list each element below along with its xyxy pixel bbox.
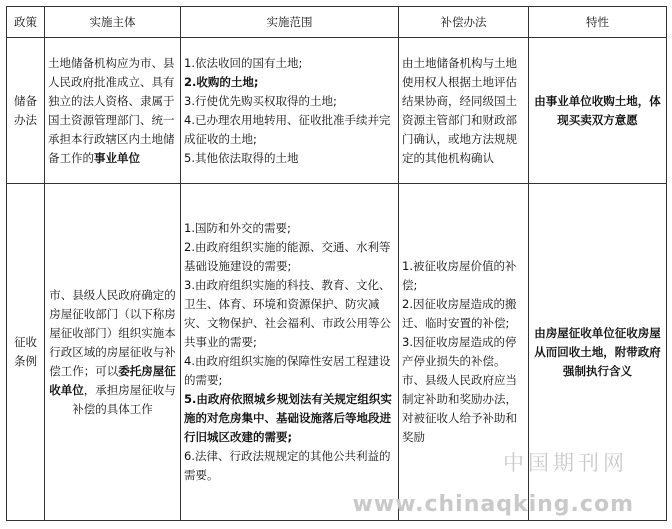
watermark-url: www.chinaqking.com xyxy=(352,492,634,517)
list-item: 6.法律、行政法规规定的其他公共利益的需要。 xyxy=(184,449,391,482)
subject-cell xyxy=(45,38,181,184)
compensation-cell: 由土地储备机构与土地使用权人根据土地评估结果协商，经同级国土资源主管部门和财政部门确认，或地方法规规定的其他机构确认 xyxy=(399,38,529,184)
header-feature: 特性 xyxy=(529,7,667,38)
watermark-cn: 中国期刊网 xyxy=(503,451,628,475)
list-item: 3.行使优先购买权取得的土地; xyxy=(184,93,337,108)
scope-list xyxy=(184,219,395,485)
list-item: 1.国防和外交的需要; xyxy=(184,221,291,235)
feature-cell: 由房屋征收单位征收房屋从而回收土地，附带政府强制执行含义 xyxy=(529,184,667,521)
policy-cell: 征收条例 xyxy=(7,184,45,521)
scope-cell xyxy=(181,38,399,184)
list-item: 3.因征收房屋造成的停产停业损失的补偿。 xyxy=(402,335,517,368)
list-item: 市、县级人民政府应当制定补助和奖励办法，对被征收人给予补助和奖励 xyxy=(402,373,517,444)
header-policy: 政策 xyxy=(7,7,45,38)
subject-text: 市、县级人民政府确定的房屋征收部门（以下称房屋征收部门）组织实施本行政区域的房屋征收与补偿工作；可以 xyxy=(49,287,176,378)
list-item: 2.收购的土地; xyxy=(184,74,259,89)
list-item: 1.依法收回的国有土地; xyxy=(184,55,303,70)
list-item: 1.被征收房屋价值的补偿; xyxy=(402,259,517,292)
list-item: 2.由政府组织实施的能源、交通、水利等基础设施建设的需要; xyxy=(184,240,391,273)
subject-text: 土地储备机构应为市、县人民政府批准成立、具有独立的法人资格、隶属于国土资源管理部门、统一承担本行政辖区内土地储备工作的 xyxy=(48,55,175,165)
list-item: 4.已办理农用地转用、征收批准手续并完成征收的土地; xyxy=(184,112,391,146)
policy-cell: 储备办法 xyxy=(7,38,45,184)
header-subject: 实施主体 xyxy=(45,7,181,38)
scope-list xyxy=(184,54,395,168)
compensation-list xyxy=(402,257,525,447)
scope-cell xyxy=(181,184,399,521)
policy-comparison-table xyxy=(6,6,667,521)
header-scope: 实施范围 xyxy=(181,7,399,38)
feature-cell: 由事业单位收购土地，体现买卖双方意愿 xyxy=(529,38,667,184)
header-compensation: 补偿办法 xyxy=(399,7,529,38)
subject-bold-text: 委托房屋征收单位 xyxy=(49,363,176,397)
subject-cell xyxy=(45,184,181,521)
subject-bold-text: 事业单位 xyxy=(94,150,140,165)
list-item: 4.由政府组织实施的保障性安居工程建设的需要; xyxy=(184,354,391,387)
table-row-reserve xyxy=(7,38,667,184)
list-item: 3.由政府组织实施的科技、教育、文化、卫生、体育、环境和资源保护、防灾减灾、文物保护、社会福利、市政公用等公共事业的需要; xyxy=(184,278,391,349)
list-item: 5.其他依法取得的土地 xyxy=(184,150,299,165)
list-item: 2.因征收房屋造成的搬迁、临时安置的补偿; xyxy=(402,297,517,330)
subject-text-tail: ，承担房屋征收与补偿的具体工作 xyxy=(72,382,176,416)
header-row xyxy=(7,7,667,38)
list-item: 5.由政府依照城乡规划法有关规定组织实施的对危房集中、基础设施落后等地段进行旧城区改建的需要; xyxy=(184,392,392,444)
